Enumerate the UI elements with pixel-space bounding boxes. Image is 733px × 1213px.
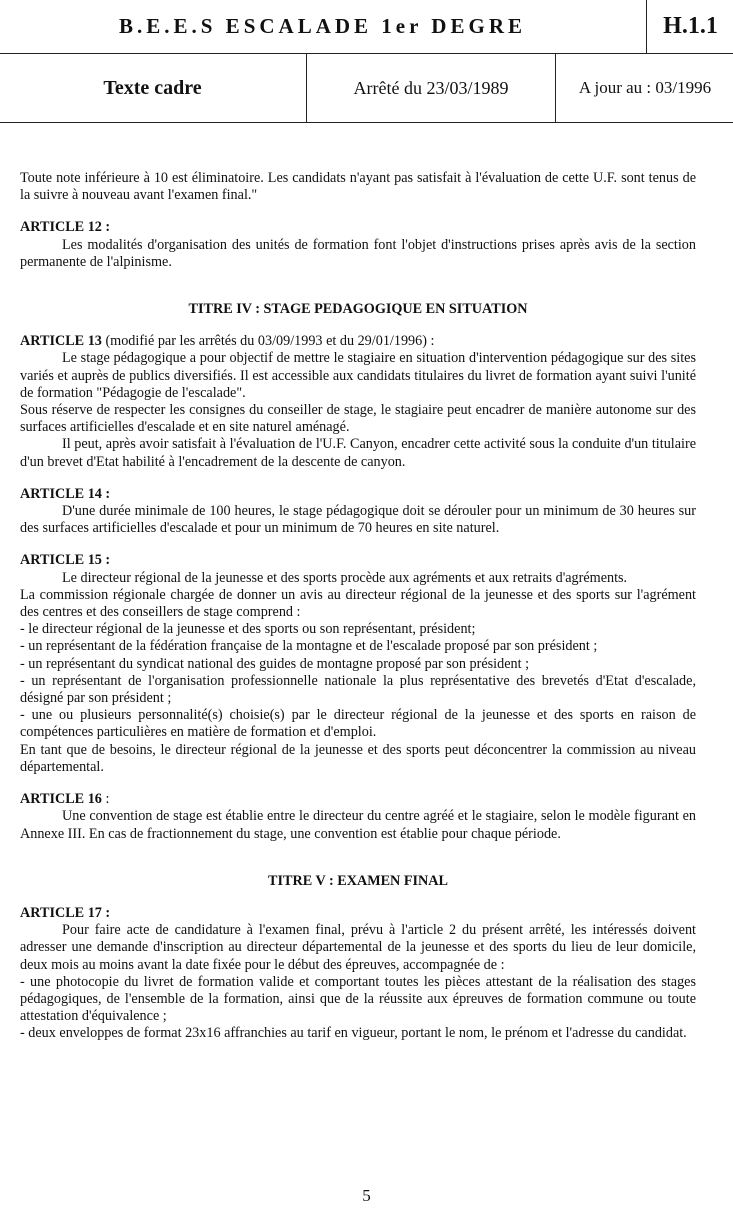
article-15-paragraph-3: En tant que de besoins, le directeur régional de la jeunesse et des sports peut déconcentrer la commission au niveau départemental. — [20, 741, 696, 775]
intro-paragraph: Toute note inférieure à 10 est éliminatoire. Les candidats n'ayant pas satisfait à l'évaluation de cette U.F. sont tenus de la suivre à nouveau avant l'examen final." — [20, 170, 696, 204]
arrete-date: Arrêté du 23/03/1989 — [306, 53, 556, 123]
article-15-list-item: - une ou plusieurs personnalité(s) choisie(s) par le directeur régional de la jeunesse et des sports en raison de compétences particulières en matière de formation et d'emploi. — [20, 707, 696, 741]
article-13-note: (modifié par les arrêtés du 03/09/1993 et du 29/01/1996) : — [105, 333, 435, 350]
article-14-heading: ARTICLE 14 : — [20, 485, 111, 502]
article-17-heading: ARTICLE 17 : — [20, 904, 111, 921]
article-16-title: ARTICLE 16 — [20, 791, 102, 808]
document-body — [20, 170, 696, 1043]
document-title: B.E.E.S ESCALADE 1er DEGRE — [0, 0, 647, 54]
article-17-list-item: - deux enveloppes de format 23x16 affranchies au tarif en vigueur, portant le nom, le prénom et l'adresse du candidat. — [20, 1025, 687, 1042]
article-13-heading — [20, 333, 696, 350]
titre-5-heading: TITRE V : EXAMEN FINAL — [268, 872, 448, 889]
article-15-paragraph-2: La commission régionale chargée de donner un avis au directeur régional de la jeunesse et des sports sur l'agrément des centres et des conseillers de stage comprend : — [20, 586, 696, 621]
article-15-list-item: - un représentant de la fédération française de la montagne et de l'escalade proposé par son président ; — [20, 638, 598, 655]
document-header — [0, 0, 733, 125]
article-16-paragraph: Une convention de stage est établie entre le directeur du centre agréé et le stagiaire, selon le modèle figurant en Annexe III. En cas de fractionnement du stage, une convention est établie pour chaque période. — [20, 808, 696, 842]
article-16-heading — [20, 791, 696, 808]
article-12-paragraph: Les modalités d'organisation des unités de formation font l'objet d'instructions prises après avis de la section permanente de l'alpinisme. — [20, 236, 696, 270]
article-13-title: ARTICLE 13 — [20, 333, 102, 350]
article-16-colon: : — [101, 791, 110, 808]
document-code: H.1.1 — [646, 0, 733, 54]
article-12-heading: ARTICLE 12 : — [20, 219, 111, 236]
titre-4-heading: TITRE IV : STAGE PEDAGOGIQUE EN SITUATION — [188, 301, 528, 318]
article-17-list-item: - une photocopie du livret de formation valide et comportant toutes les pièces attestant de la réalisation des stages pédagogiques, de l'ensemble de la formation, ainsi que de la réussite aux épreuves de formation commune ou toute attestation d'équivalence ; — [20, 973, 696, 1025]
article-15-list-item: - le directeur régional de la jeunesse et des sports ou son représentant, président; — [20, 621, 476, 638]
article-14-paragraph: D'une durée minimale de 100 heures, le stage pédagogique doit se dérouler pour un minimum de 30 heures sur des surfaces artificielles d'escalade et pour un minimum de 70 heures en site naturel. — [20, 503, 696, 537]
article-15-list-item: - un représentant de l'organisation professionnelle nationale la plus représentative des brevetés d'Etat d'escalade, désigné par son président ; — [20, 672, 696, 707]
article-15-paragraph-1: Le directeur régional de la jeunesse et des sports procède aux agréments et aux retraits d'agréments. — [62, 569, 628, 586]
article-13-paragraph-3: Il peut, après avoir satisfait à l'évaluation de l'U.F. Canyon, encadrer cette activité sous la conduite d'un titulaire d'un brevet d'Etat habilité à l'encadrement de la descente de canyon. — [20, 436, 696, 470]
article-15-heading: ARTICLE 15 : — [20, 552, 111, 569]
update-date: A jour au : 03/1996 — [555, 53, 733, 123]
texte-cadre-label: Texte cadre — [0, 53, 307, 123]
article-17-paragraph: Pour faire acte de candidature à l'examen final, prévu à l'article 2 du présent arrêté, les intéressés doivent adresser une demande d'inscription au directeur départemental de la jeunesse et des sports du lieu de leur domicile, deux mois au moins avant la date fixée pour le début des épreuves, accompagnée de : — [20, 922, 696, 973]
article-13-paragraph-1: Le stage pédagogique a pour objectif de mettre le stagiaire en situation d'intervention pédagogique sur des sites variés et auprès de publics diversifiés. Il est accessible aux candidats titulaires du livret de formation ayant suivi l'unité de formation "Pédagogie de l'escalade". — [20, 350, 696, 401]
page-number: 5 — [362, 1186, 371, 1205]
article-15-list-item: - un représentant du syndicat national des guides de montagne proposé par son président ; — [20, 655, 530, 672]
article-13-paragraph-2: Sous réserve de respecter les consignes du conseiller de stage, le stagiaire peut encadrer de manière autonome sur des surfaces artificielles d'escalade et en site naturel aménagé. — [20, 402, 696, 436]
